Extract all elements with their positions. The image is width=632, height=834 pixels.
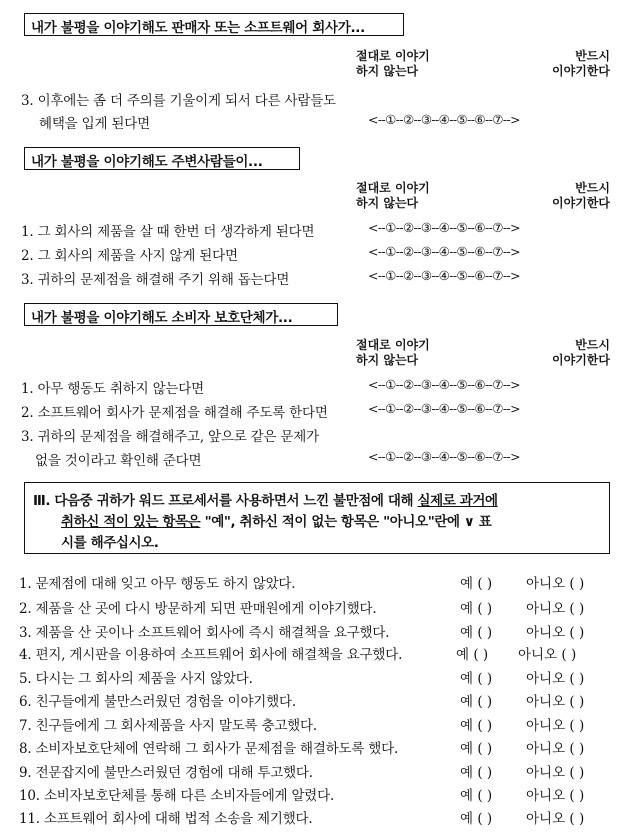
no-checkbox[interactable]: 아니오 ( ) <box>526 694 585 710</box>
yes-checkbox[interactable]: 예 ( ) <box>460 765 493 781</box>
question-text: 9. 전문잡지에 불만스러웠던 경험에 대해 투고했다. <box>19 765 313 781</box>
no-checkbox[interactable]: 아니오 ( ) <box>526 601 585 617</box>
instruction-box <box>24 482 610 554</box>
question-text: 3. 제품을 산 곳이나 소프트웨어 회사에 즉시 해결책을 요구했다. <box>19 625 390 641</box>
section-3-title-box <box>24 303 338 326</box>
section-2-item-1-text: 1. 그 회사의 제품을 살 때 한번 더 생각하게 된다면 <box>21 224 315 240</box>
yes-checkbox[interactable]: 예 ( ) <box>460 788 493 804</box>
yes-checkbox[interactable]: 예 ( ) <box>460 601 493 617</box>
section-2-scale-right-label: 반드시 이야기한다 <box>552 181 610 210</box>
question-text: 6. 친구들에게 불만스러웠던 경험을 이야기했다. <box>19 694 296 710</box>
section-2-item-3-scale[interactable]: <--①--②--③--④--⑤--⑥--⑦--> <box>368 268 520 283</box>
section-3-item-3-scale[interactable]: <--①--②--③--④--⑤--⑥--⑦--> <box>368 449 520 464</box>
section-1-scale-right-label: 반드시 이야기한다 <box>552 49 610 78</box>
section-2-title-box <box>24 147 300 170</box>
no-checkbox[interactable]: 아니오 ( ) <box>526 576 585 592</box>
question-text: 4. 편지, 게시판을 이용하여 소프트웨어 회사에 해결책을 요구했다. <box>19 647 403 663</box>
section-1-scale-left-label: 절대로 이야기 하지 않는다 <box>356 49 430 78</box>
no-checkbox[interactable]: 아니오 ( ) <box>526 788 585 804</box>
no-checkbox[interactable]: 아니오 ( ) <box>518 647 577 663</box>
yes-checkbox[interactable]: 예 ( ) <box>456 647 489 663</box>
instruction-line-1: Ⅲ. 다음중 귀하가 워드 프로세서를 사용하면서 느낀 불만점에 대해 실제로 과거에 <box>33 493 498 509</box>
section-2-item-2-text: 2. 그 회사의 제품을 사지 않게 된다면 <box>21 248 238 264</box>
section-2-scale-left-label: 절대로 이야기 하지 않는다 <box>356 181 430 210</box>
section-2-item-3-text: 3. 귀하의 문제점을 해결해 주기 위해 돕는다면 <box>21 272 290 288</box>
section-3-item-2-text: 2. 소프트웨어 회사가 문제점을 해결해 주도록 한다면 <box>21 405 328 421</box>
section-2-item-1-scale[interactable]: <--①--②--③--④--⑤--⑥--⑦--> <box>368 220 520 235</box>
section-2-item-2-scale[interactable]: <--①--②--③--④--⑤--⑥--⑦--> <box>368 244 520 259</box>
question-text: 8. 소비자보호단체에 연락해 그 회사가 문제점을 해결하도록 했다. <box>19 741 399 757</box>
section-1-title-box <box>24 13 404 36</box>
section-3-title: 내가 불평을 이야기해도 소비자 보호단체가... <box>31 310 293 326</box>
yes-checkbox[interactable]: 예 ( ) <box>460 625 493 641</box>
no-checkbox[interactable]: 아니오 ( ) <box>526 741 585 757</box>
question-text: 1. 문제점에 대해 잊고 아무 행동도 하지 않았다. <box>19 576 296 592</box>
section-2-title: 내가 불평을 이야기해도 주변사람들이... <box>31 154 263 170</box>
no-checkbox[interactable]: 아니오 ( ) <box>526 718 585 734</box>
section-3-item-2-scale[interactable]: <--①--②--③--④--⑤--⑥--⑦--> <box>368 401 520 416</box>
section-1-item-3-text-cont: 혜택을 입게 된다면 <box>39 116 150 132</box>
instruction-line-2: 취하신 적이 있는 항목은 "예", 취하신 적이 없는 항목은 "아니오"란에 ∨ 표 <box>61 514 492 530</box>
yes-checkbox[interactable]: 예 ( ) <box>460 811 493 827</box>
section-3-scale-left-label: 절대로 이야기 하지 않는다 <box>356 338 430 367</box>
question-text: 2. 제품을 산 곳에 다시 방문하게 되면 판매원에게 이야기했다. <box>19 601 377 617</box>
no-checkbox[interactable]: 아니오 ( ) <box>526 625 585 641</box>
section-3-item-3-text-cont: 없을 것이라고 확인해 준다면 <box>35 453 202 469</box>
yes-checkbox[interactable]: 예 ( ) <box>460 671 493 687</box>
yes-checkbox[interactable]: 예 ( ) <box>460 576 493 592</box>
question-text: 11. 소프트웨어 회사에 대해 법적 소송을 제기했다. <box>19 811 313 827</box>
section-3-scale-right-label: 반드시 이야기한다 <box>552 338 610 367</box>
no-checkbox[interactable]: 아니오 ( ) <box>526 811 585 827</box>
section-3-item-1-text: 1. 아무 행동도 취하지 않는다면 <box>21 381 204 397</box>
question-text: 10. 소비자보호단체를 통해 다른 소비자들에게 알렸다. <box>19 788 335 804</box>
question-text: 7. 친구들에게 그 회사제품을 사지 말도록 충고했다. <box>19 718 317 734</box>
no-checkbox[interactable]: 아니오 ( ) <box>526 671 585 687</box>
section-1-item-3-scale[interactable]: <--①--②--③--④--⑤--⑥--⑦--> <box>368 112 520 127</box>
section-1-item-3-text: 3. 이후에는 좀 더 주의를 기울이게 되서 다른 사람들도 <box>21 93 336 109</box>
section-3-item-1-scale[interactable]: <--①--②--③--④--⑤--⑥--⑦--> <box>368 377 520 392</box>
no-checkbox[interactable]: 아니오 ( ) <box>526 765 585 781</box>
question-text: 5. 다시는 그 회사의 제품을 사지 않았다. <box>19 671 253 687</box>
section-3-item-3-text: 3. 귀하의 문제점을 해결해주고, 앞으로 같은 문제가 <box>21 429 319 445</box>
instruction-line-3: 시를 해주십시오. <box>61 535 159 551</box>
yes-checkbox[interactable]: 예 ( ) <box>460 694 493 710</box>
section-1-title: 내가 불평을 이야기해도 판매자 또는 소프트웨어 회사가... <box>31 20 365 36</box>
yes-checkbox[interactable]: 예 ( ) <box>460 718 493 734</box>
yes-checkbox[interactable]: 예 ( ) <box>460 741 493 757</box>
